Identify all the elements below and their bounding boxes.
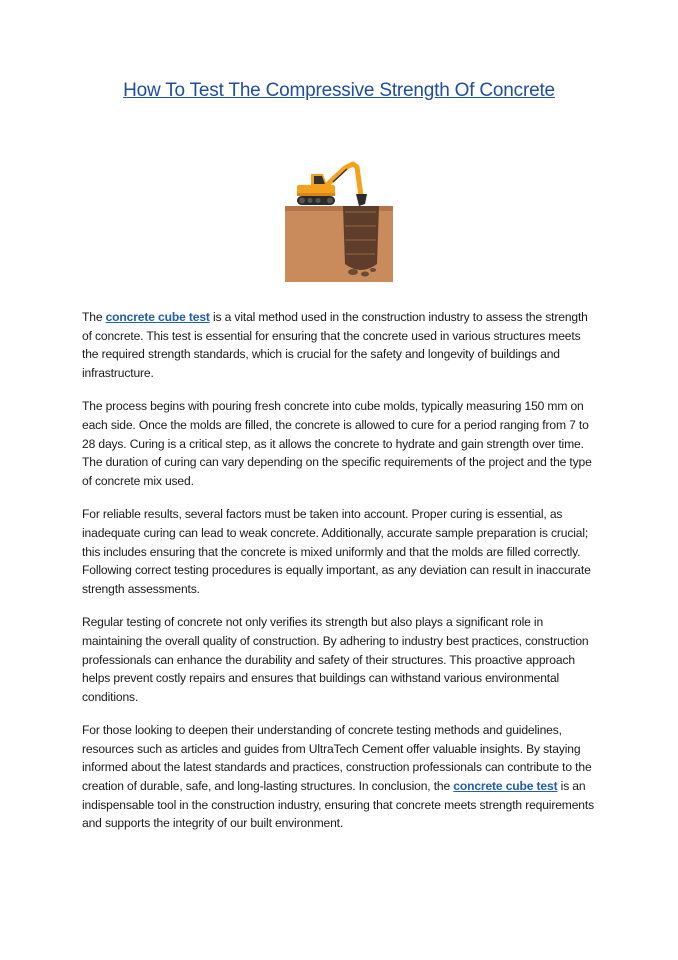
trench: [343, 206, 379, 270]
paragraph-5: For those looking to deepen their understanding of concrete testing methods and guidelines, resources such as articles and guides from UltraTech Cement offer valuable insights. By staying informed about the latest standards and practices, construction professionals can contribute to the creation of durable, safe, and long-lasting structures. In conclusion, the concrete cube test is an indispensable tool in the construction industry, ensuring that concrete meets strength requirements and supports the integrity of our built environment.: [82, 723, 594, 831]
excavator-bucket: [356, 194, 367, 206]
excavator-digging-trench-icon: [283, 160, 395, 284]
concrete-cube-test-link-2[interactable]: concrete cube test: [453, 779, 558, 794]
paragraph-2: The process begins with pouring fresh concrete into cube molds, typically measuring 150 mm on each side. Once the molds are filled, the concrete is allowed to cure for a period ranging from 7 to 28 days. Curing is a critical step, as it allows the concrete to hydrate and gain strength over time. The duration of curing can vary depending on the specific requirements of the project and the type of concrete mix used.: [82, 399, 592, 488]
paragraph-3: For reliable results, several factors must be taken into account. Proper curing is essential, as inadequate curing can lead to weak concrete. Additionally, accurate sample preparation is crucial; this includes ensuring that the concrete is mixed uniformly and that the molds are filled correctly. Following correct testing procedures is equally important, as any deviation can result in inaccurate strength assessments.: [82, 507, 591, 596]
paragraph-4: Regular testing of concrete not only verifies its strength but also plays a significant role in maintaining the overall quality of construction. By adhering to industry best practices, construction professionals can enhance the durability and safety of their structures. This proactive approach helps prevent costly repairs and ensures that buildings can withstand various environmental conditions.: [82, 615, 589, 704]
page-title-link[interactable]: How To Test The Compressive Strength Of Concrete: [123, 80, 555, 101]
article-body: [82, 308, 598, 848]
concrete-cube-test-link[interactable]: concrete cube test: [105, 310, 210, 324]
paragraph-1: The concrete cube test is a vital method used in the construction industry to assess the strength of concrete. This test is essential for ensuring that the concrete used in various structures meets the required strength standards, which is crucial for the safety and longevity of buildings and infrastructure.: [82, 310, 588, 380]
title-block: [0, 80, 678, 102]
